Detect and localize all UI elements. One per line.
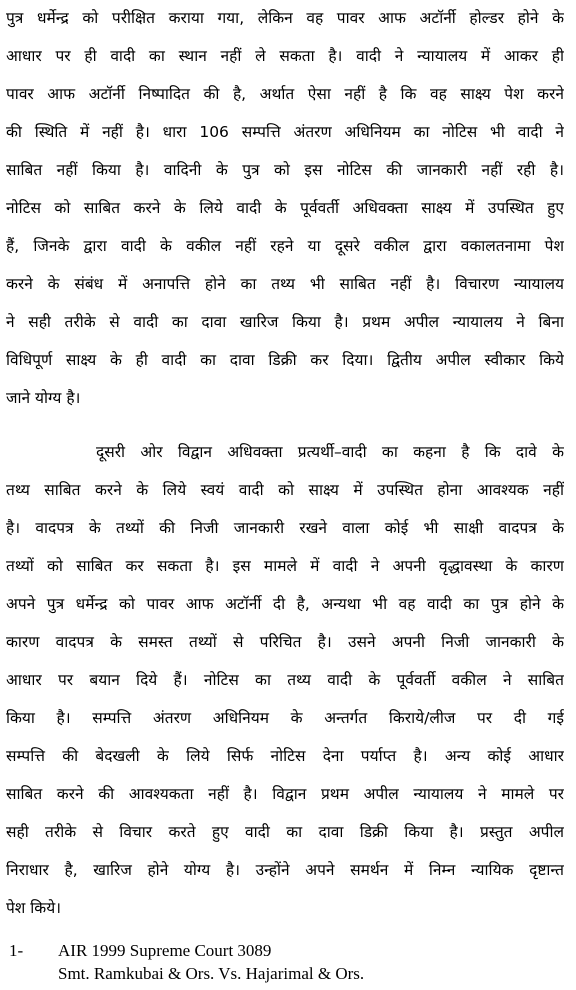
- paragraph-line: की स्थिति में नहीं है। धारा 106 सम्पत्ति अंतरण अधिनियम का नोटिस भी वादी ने: [6, 123, 564, 141]
- paragraph-line: कारण वादपत्र के समस्त तथ्यों से परिचित है। उसने अपनी निजी जानकारी के: [6, 633, 564, 651]
- paragraph-line: जाने योग्य है।: [6, 389, 81, 407]
- paragraph-line: ने सही तरीके से वादी का दावा खारिज किया है। प्रथम अपील न्यायालय ने बिना: [6, 313, 564, 331]
- paragraph-line: तथ्यों को साबित कर सकता है। इस मामले में वादी ने अपनी वृद्धावस्था के कारण: [6, 557, 564, 575]
- paragraph-line: तथ्य साबित करने के लिये स्वयं वादी को साक्ष्य में उपस्थित होना आवश्यक नहीं: [6, 481, 564, 499]
- paragraph-line: साबित करने की आवश्यकता नहीं है। विद्वान प्रथम अपील न्यायालय ने मामले पर: [6, 785, 564, 803]
- paragraph-line: आधार पर बयान दिये हैं। नोटिस का तथ्य वादी के पूर्ववर्ती वकील ने साबित: [6, 671, 564, 689]
- paragraph-line: नोटिस को साबित करने के लिये वादी के पूर्ववर्ती अधिवक्ता साक्ष्य में उपस्थित हुए: [6, 199, 564, 217]
- paragraph-line: साबित नहीं किया है। वादिनी के पुत्र को इस नोटिस की जानकारी नहीं रही है।: [6, 161, 564, 179]
- paragraph-line: आधार पर ही वादी का स्थान नहीं ले सकता है। वादी ने न्यायालय में आकर ही: [6, 47, 564, 65]
- paragraph-line: सही तरीके से विचार करते हुए वादी का दावा डिक्री किया है। प्रस्तुत अपील: [6, 823, 564, 841]
- paragraph-line: हैं, जिनके द्वारा वादी के वकील नहीं रहने या दूसरे वकील द्वारा वकालतनामा पेश: [6, 237, 564, 255]
- paragraph-line: निराधार है, खारिज होने योग्य है। उन्होंने अपने समर्थन में निम्न न्यायिक दृष्टान्त: [6, 861, 564, 879]
- citation-parties: Smt. Ramkubai & Ors. Vs. Hajarimal & Ors.: [58, 964, 365, 983]
- paragraph-line: विधिपूर्ण साक्ष्य के ही वादी का दावा डिक्री कर दिया। द्वितीय अपील स्वीकार किये: [6, 351, 564, 369]
- paragraph-line: है। वादपत्र के तथ्यों की निजी जानकारी रखने वाला कोई भी साक्षी वादपत्र के: [6, 519, 564, 537]
- paragraph-line: किया है। सम्पत्ति अंतरण अधिनियम के अन्तर्गत किराये/लीज पर दी गई: [6, 709, 564, 727]
- paragraph-line: पुत्र धर्मेन्द्र को परीक्षित कराया गया, लेकिन वह पावर आफ अटॉर्नी होल्डर होने के: [6, 9, 564, 27]
- paragraph-line: पेश किये।: [6, 899, 62, 917]
- paragraph-line: सम्पत्ति की बेदखली के लिये सिर्फ नोटिस देना पर्याप्त है। अन्य कोई आधार: [6, 747, 564, 765]
- paragraph-line: दूसरी ओर विद्वान अधिवक्ता प्रत्यर्थी–वादी का कहना है कि दावे के: [96, 443, 564, 461]
- citation-reference: AIR 1999 Supreme Court 3089: [58, 941, 272, 960]
- paragraph-line: करने के संबंध में अनापत्ति होने का तथ्य भी साबित नहीं है। विचारण न्यायालय: [6, 275, 564, 293]
- paragraph-line: पावर आफ अटॉर्नी निष्पादित की है, अर्थात ऐसा नहीं है कि वह साक्ष्य पेश करने: [6, 85, 564, 103]
- citation-number: 1-: [9, 941, 24, 960]
- paragraph-line: अपने पुत्र धर्मेन्द्र को पावर आफ अटॉर्नी दी है, अन्यथा भी वह वादी का पुत्र होने के: [6, 595, 564, 613]
